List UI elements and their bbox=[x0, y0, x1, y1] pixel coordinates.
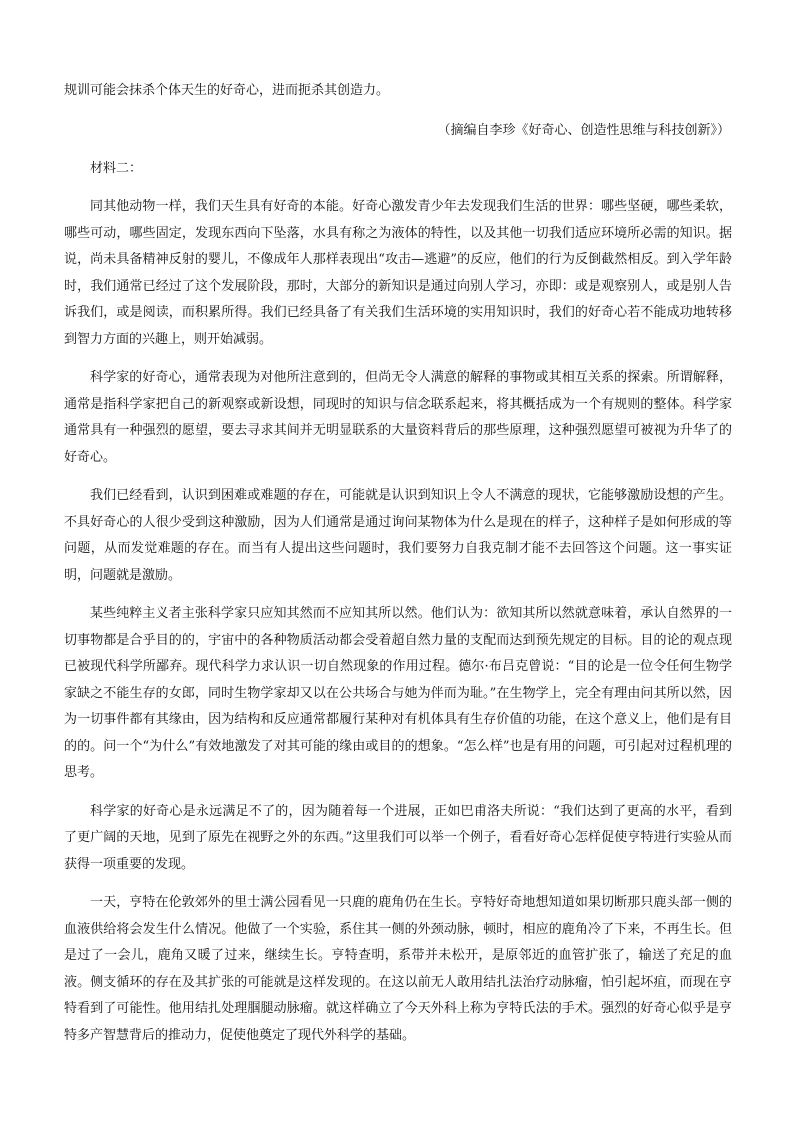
source-citation: （摘编自李珍《好奇心、创造性思维与科技创新》） bbox=[437, 123, 730, 138]
paragraph-4: 某些纯粹主义者主张科学家只应知其然而不应知其所以然。他们认为：欲知其所以然就意味着，承认自然界的一切事物都是合乎目的的，宇宙中的各种物质活动都会受着超自然力量的支配而达到预先规定的目标。目的论的观点现已被现代科学所鄙弃。现代科学力求认识一切自然现象的作用过程。德尔·布吕克曾说：“目的论是一位令任何生物学家缺之不能生存的女郎，同时生物学家却又以在公共场合与她为伴而为耻。”在生物学上，完全有理由问其所以然，因为一切事件都有其缘由，因为结构和反应通常都履行某种对有机体具有生存价值的功能，在这个意义上，他们是有目的的。问一个“为什么”有效地激发了对其可能的缘由或目的的想象。“怎么样”也是有用的问题，可引起对过程机理的思考。 bbox=[64, 606, 732, 780]
paragraph-6: 一天，亨特在伦敦郊外的里士满公园看见一只鹿的鹿角仍在生长。亨特好奇地想知道如果切断那只鹿头部一侧的血液供给将会发生什么情况。他做了一个实验，系住其一侧的外颈动脉，顿时，相应的鹿角冷了下来，不再生长。但是过了一会儿，鹿角又暖了过来，继续生长。亨特查明，系带并未松开，是原邻近的血管扩张了，输送了充足的血液。侧支循环的存在及其扩张的可能就是这样发现的。在这以前无人敢用结扎法治疗动脉瘤，怕引起坏疽，而现在亨特看到了可能性。他用结扎处理腘腿动脉瘤。就这样确立了今天外科上称为亨特氏法的手术。强烈的好奇心似乎是亨特多产智慧背后的推动力，促使他奠定了现代外科学的基础。 bbox=[64, 895, 732, 1043]
paragraph-3: 我们已经看到，认识到困难或难题的存在，可能就是认识到知识上令人不满意的现状，它能够激励设想的产生。不具好奇心的人很少受到这种激励，因为人们通常是通过询问某物体为什么是现在的样子，这种样子是如何形成的等问题，从而发觉难题的存在。而当有人提出这些问题时，我们要努力自我克制才能不去回答这个问题。这一事实证明，问题就是激励。 bbox=[64, 488, 732, 583]
opening-line: 规训可能会抹杀个体天生的好奇心，进而扼杀其创造力。 bbox=[64, 83, 390, 98]
paragraph-2: 科学家的好奇心，通常表现为对他所注意到的，但尚无令人满意的解释的事物或其相互关系的探索。所谓解释，通常是指科学家把自己的新观察或新设想，同现时的知识与信念联系起来，将其概括成为一个有规则的整体。科学家通常具有一种强烈的愿望，要去寻求其间并无明显联系的大量资料背后的那些原理，这种强烈愿望可被视为升华了的好奇心。 bbox=[64, 370, 732, 465]
paragraph-5: 科学家的好奇心是永远满足不了的，因为随着每一个进展，正如巴甫洛夫所说：“我们达到了更高的水平，看到了更广阔的天地，见到了原先在视野之外的东西。”这里我们可以举一个例子，看看好奇心怎样促使亨特进行实验从而获得一项重要的发现。 bbox=[64, 803, 732, 872]
paragraph-1: 同其他动物一样，我们天生具有好奇的本能。好奇心激发青少年去发现我们生活的世界：哪些坚硬，哪些柔软，哪些可动，哪些固定，发现东西向下坠落，水具有称之为液体的特性，以及其他一切我们适应环境所必需的知识。据说，尚未具备精神反射的婴儿，不像成年人那样表现出“攻击—逃避”的反应，他们的行为反倒截然相反。到入学年龄时，我们通常已经过了这个发展阶段，那时，大部分的新知识是通过向别人学习，亦即：或是观察别人，或是别人告诉我们，或是阅读，而积累所得。我们已经具备了有关我们生活环境的实用知识时，我们的好奇心若不能成功地转移到智力方面的兴趣上，则开始减弱。 bbox=[64, 199, 732, 347]
document-page bbox=[64, 78, 732, 1049]
material-heading: 材料二： bbox=[90, 161, 143, 176]
